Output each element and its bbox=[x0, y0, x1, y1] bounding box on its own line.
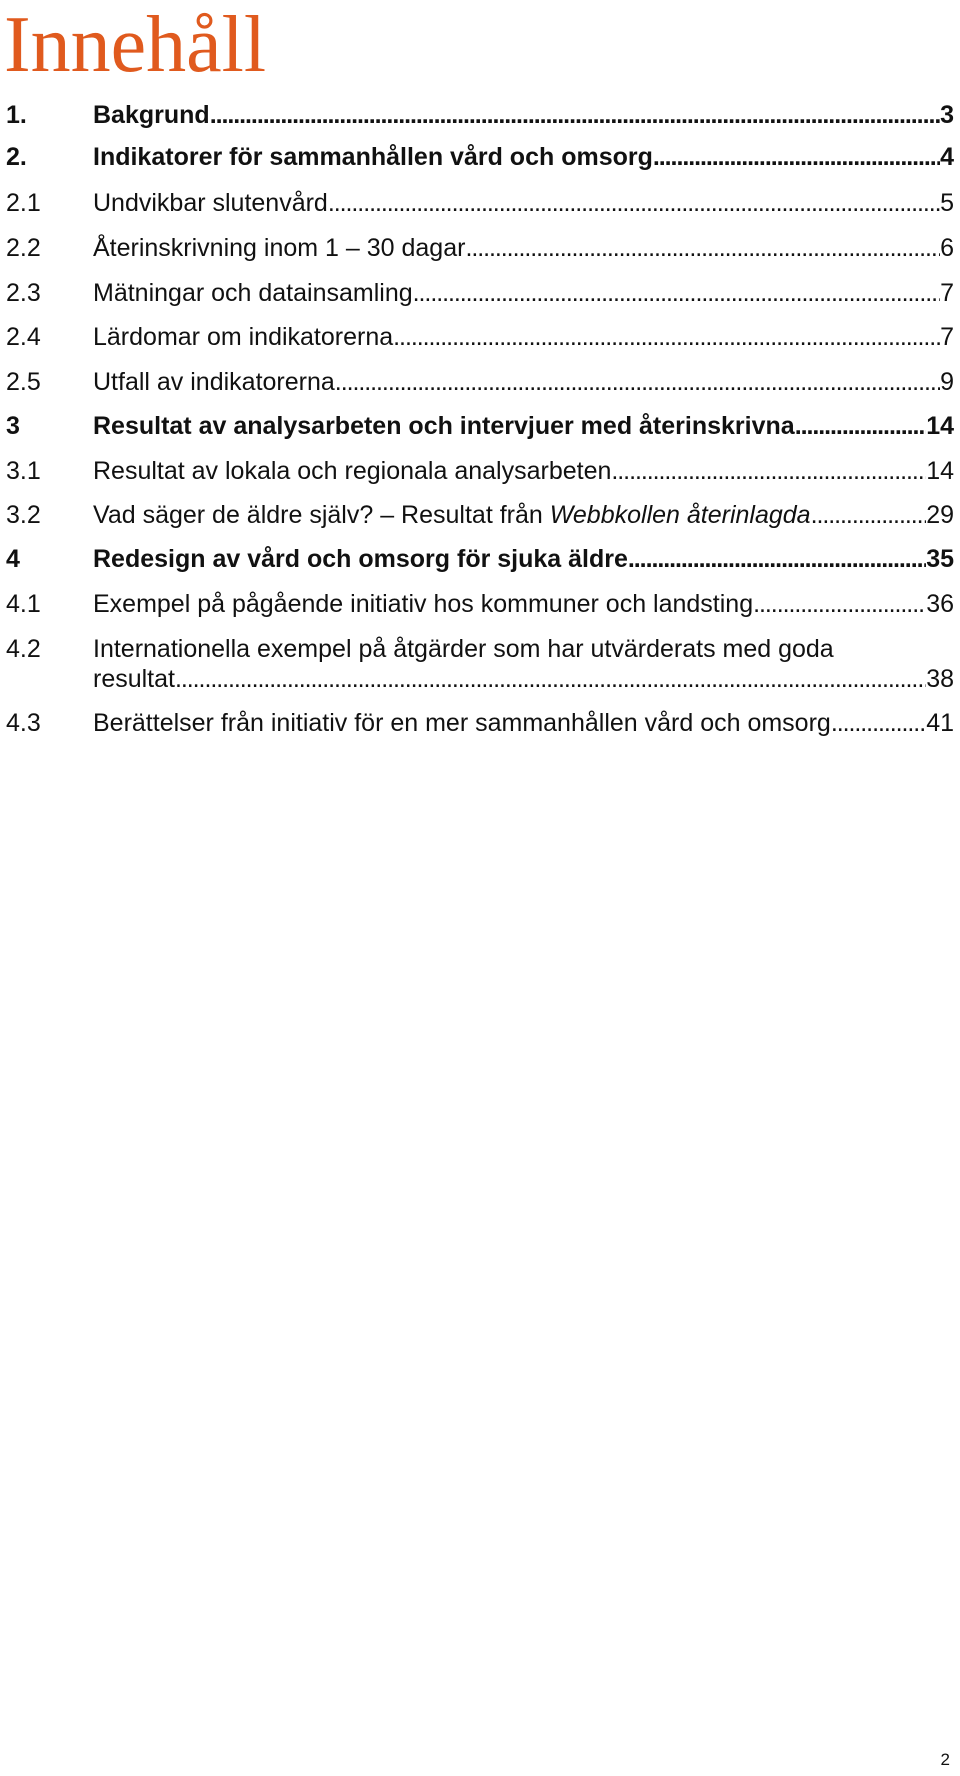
toc-title-line-1: Internationella exempel på åtgärder som har utvärderats med goda bbox=[93, 635, 834, 663]
toc-entry-3[interactable] bbox=[6, 411, 954, 441]
toc-entry-2-1[interactable] bbox=[6, 188, 954, 218]
toc-entry-2-5[interactable] bbox=[6, 367, 954, 397]
toc-leader-dots bbox=[328, 188, 940, 218]
toc-title: Mätningar och datainsamling bbox=[93, 279, 413, 307]
toc-page-number: 5 bbox=[940, 189, 954, 217]
toc-page-number: 9 bbox=[940, 368, 954, 396]
toc-entry-2-4[interactable] bbox=[6, 322, 954, 352]
toc-entry-4[interactable] bbox=[6, 544, 954, 574]
toc-number: 4.1 bbox=[6, 590, 41, 618]
toc-number: 4.2 bbox=[6, 635, 41, 663]
toc-entry-2-2[interactable] bbox=[6, 233, 954, 263]
toc-leader-dots bbox=[413, 278, 940, 308]
toc-title: Resultat av analysarbeten och intervjuer med återinskrivna bbox=[93, 412, 795, 440]
toc-entry-3-2[interactable] bbox=[6, 500, 954, 530]
toc-title: Indikatorer för sammanhållen vård och omsorg bbox=[93, 143, 653, 171]
toc-title: Återinskrivning inom 1 – 30 dagar bbox=[93, 234, 466, 262]
toc-leader-dots bbox=[753, 589, 926, 619]
toc-leader-dots bbox=[811, 500, 927, 530]
toc-page-number: 6 bbox=[940, 234, 954, 262]
toc-title: Resultat av lokala och regionala analysarbeten bbox=[93, 457, 612, 485]
toc-title: Berättelser från initiativ för en mer sammanhållen vård och omsorg bbox=[93, 709, 831, 737]
toc-number: 2.5 bbox=[6, 368, 41, 396]
toc-page-number: 7 bbox=[940, 323, 954, 351]
toc-entry-3-1[interactable] bbox=[6, 456, 954, 486]
page-title: Innehåll bbox=[4, 1, 267, 89]
toc-number: 2. bbox=[6, 143, 27, 171]
toc-number: 3.2 bbox=[6, 501, 41, 529]
toc-title-line-2: resultat bbox=[93, 665, 175, 693]
toc-title-plain: Vad säger de äldre själv? – Resultat från bbox=[93, 501, 550, 529]
toc-title bbox=[93, 500, 811, 530]
toc-leader-dots bbox=[831, 708, 926, 738]
page-number: 2 bbox=[940, 1750, 950, 1769]
toc-page-number: 7 bbox=[940, 279, 954, 307]
toc-number: 3.1 bbox=[6, 457, 41, 485]
toc-title: Lärdomar om indikatorerna bbox=[93, 323, 394, 351]
toc-leader-dots bbox=[795, 411, 927, 441]
toc-entry-4-3[interactable] bbox=[6, 708, 954, 738]
toc-page-number: 14 bbox=[926, 412, 954, 440]
toc-title: Utfall av indikatorerna bbox=[93, 368, 335, 396]
toc-number: 2.1 bbox=[6, 189, 41, 217]
toc-entry-2[interactable] bbox=[6, 142, 954, 172]
toc-number: 2.2 bbox=[6, 234, 41, 262]
toc-page-number: 4 bbox=[940, 143, 954, 171]
toc-number: 1. bbox=[6, 101, 27, 129]
toc-entry-4-1[interactable] bbox=[6, 589, 954, 619]
toc-title: Bakgrund bbox=[93, 101, 210, 129]
toc-title-italic: Webbkollen återinlagda bbox=[549, 501, 811, 529]
toc-title: Undvikbar slutenvård bbox=[93, 189, 328, 217]
toc-entry-1[interactable] bbox=[6, 100, 954, 130]
toc-leader-dots bbox=[611, 456, 926, 486]
toc-page-number: 36 bbox=[926, 590, 954, 618]
toc-page-number: 29 bbox=[926, 501, 954, 529]
toc-page-number: 41 bbox=[926, 709, 954, 737]
toc-number: 2.4 bbox=[6, 323, 41, 351]
toc-page-number: 3 bbox=[940, 101, 954, 129]
toc-number: 3 bbox=[6, 412, 20, 440]
toc-leader-dots bbox=[628, 544, 926, 574]
toc-title: Exempel på pågående initiativ hos kommuner och landsting bbox=[93, 590, 754, 618]
toc-leader-dots bbox=[465, 233, 940, 263]
toc-page-number: 35 bbox=[926, 545, 954, 573]
toc-page-number: 14 bbox=[926, 457, 954, 485]
toc-page-number: 38 bbox=[926, 665, 954, 693]
toc-leader-dots bbox=[210, 100, 940, 130]
toc-number: 2.3 bbox=[6, 279, 41, 307]
toc-entry-2-3[interactable] bbox=[6, 278, 954, 308]
toc-leader-dots bbox=[335, 367, 940, 397]
toc-leader-dots bbox=[175, 664, 926, 694]
toc-leader-dots bbox=[653, 142, 940, 172]
toc-leader-dots bbox=[393, 322, 940, 352]
toc-number: 4.3 bbox=[6, 709, 41, 737]
toc-number: 4 bbox=[6, 545, 20, 573]
toc-title: Redesign av vård och omsorg för sjuka äldre bbox=[93, 545, 628, 573]
